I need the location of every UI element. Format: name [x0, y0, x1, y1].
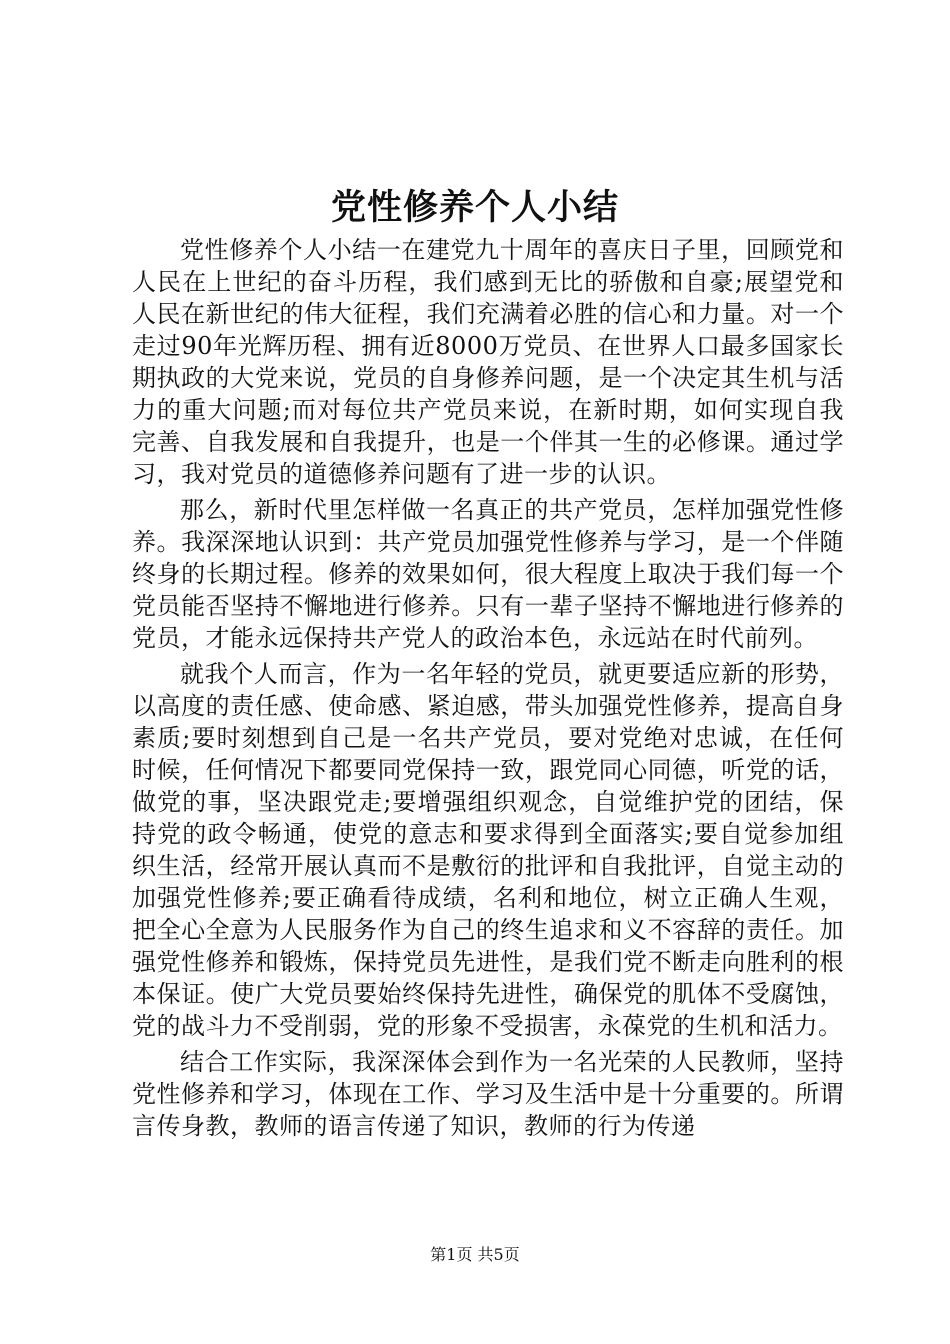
document-title: 党性修养个人小结 [330, 187, 619, 228]
paragraph-2: 那么，新时代里怎样做一名真正的共产党员，怎样加强党性修养。我深深地认识到：共产党员加强党性修养与学习，是一个伴随终身的长期过程。修养的效果如何，很大程度上取决于我们每一个党员能否坚持不懈地进行修养。只有一辈子坚持不懈地进行修养的党员，才能永远保持共产党人的政治本色，永远站在时代前列。 [132, 496, 844, 652]
document-body [132, 234, 844, 1146]
paragraph-4: 结合工作实际，我深深体会到作为一名光荣的人民教师，坚持党性修养和学习，体现在工作、学习及生活中是十分重要的。所谓言传身教，教师的语言传递了知识，教师的行为传递 [132, 1048, 844, 1140]
paragraph-3: 就我个人而言，作为一名年轻的党员，就更要适应新的形势，以高度的责任感、使命感、紧迫感，带头加强党性修养，提高自身素质;要时刻想到自己是一名共产党员，要对党绝对忠诚，在任何时候，任何情况下都要同党保持一致，跟党同心同德，听党的话，做党的事，坚决跟党走;要增强组织观念，自觉维护党的团结，保持党的政令畅通，使党的意志和要求得到全面落实;要自觉参加组织生活，经常开展认真而不是敷衍的批评和自我批评，自觉主动的加强党性修养;要正确看待成绩，名利和地位，树立正确人生观，把全心全意为人民服务作为自己的终生追求和义不容辞的责任。加强党性修养和锻炼，保持党员先进性，是我们党不断走向胜利的根本保证。使广大党员要始终保持先进性，确保党的肌体不受腐蚀，党的战斗力不受削弱，党的形象不受损害，永葆党的生机和活力。 [132, 660, 844, 1040]
page-footer [0, 1244, 950, 1266]
page-number: 第1页 共5页 [430, 1245, 520, 1264]
paragraph-1: 党性修养个人小结一在建党九十周年的喜庆日子里，回顾党和人民在上世纪的奋斗历程，我们感到无比的骄傲和自豪;展望党和人民在新世纪的伟大征程，我们充满着必胜的信心和力量。对一个走过90年光辉历程、拥有近8000万党员、在世界人口最多国家长期执政的大党来说，党员的自身修养问题，是一个决定其生机与活力的重大问题;而对每位共产党员来说，在新时期，如何实现自我完善、自我发展和自我提升，也是一个伴其一生的必修课。通过学习，我对党员的道德修养问题有了进一步的认识。 [132, 236, 844, 488]
